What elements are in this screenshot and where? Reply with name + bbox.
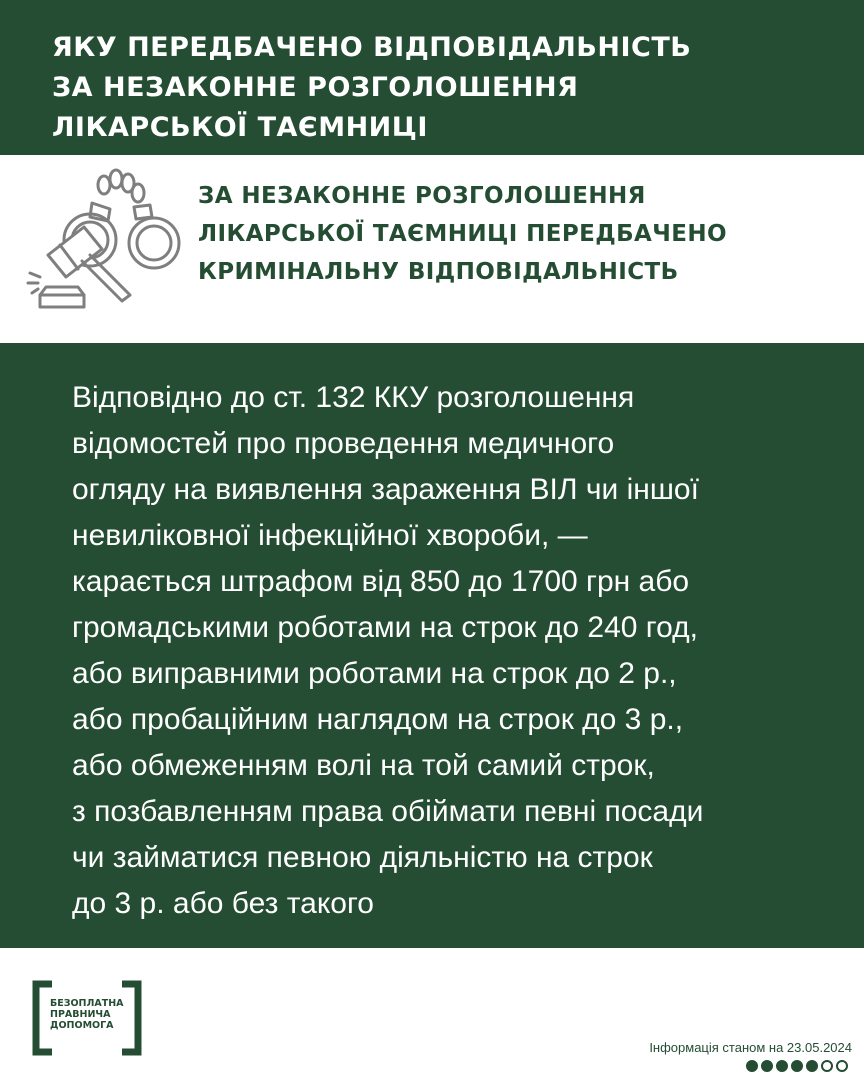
subtitle-line: КРИМІНАЛЬНУ ВІДПОВІДАЛЬНІСТЬ (198, 259, 679, 285)
page-title-line: ЛІКАРСЬКОЇ ТАЄМНИЦІ (52, 112, 428, 143)
main-panel (0, 343, 864, 948)
pagination-dot-filled (746, 1060, 758, 1072)
brand-logo-line: ПРАВНИЧА (50, 1009, 111, 1020)
subtitle-heading (198, 177, 838, 291)
pagination-dots (746, 1060, 848, 1072)
date-note: Інформація станом на 23.05.2024 (649, 1040, 852, 1055)
legal-text (72, 375, 842, 927)
subtitle-line: ЛІКАРСЬКОЇ ТАЄМНИЦІ ПЕРЕДБАЧЕНО (198, 221, 727, 247)
legal-text-line: до 3 р. або без такого (72, 887, 374, 920)
pagination-dot-empty (836, 1060, 848, 1072)
pagination-dot-filled (806, 1060, 818, 1072)
legal-text-line: Відповідно до ст. 132 ККУ розголошення (72, 381, 635, 414)
pagination-dot-filled (776, 1060, 788, 1072)
page-title-line: ЯКУ ПЕРЕДБАЧЕНО ВІДПОВІДАЛЬНІСТЬ (52, 32, 692, 63)
legal-text-line: огляду на виявлення зараження ВІЛ чи іншої (72, 473, 699, 506)
legal-text-line: з позбавленням права обіймати певні посади (72, 795, 704, 828)
legal-text-line: карається штрафом від 850 до 1700 грн або (72, 565, 690, 598)
brand-logo (32, 980, 142, 1056)
footer (0, 948, 864, 1080)
brand-logo-line: БЕЗОПЛАТНА (50, 998, 124, 1009)
pagination-dot-filled (761, 1060, 773, 1072)
legal-text-line: чи займатися певною діяльністю на строк (72, 841, 653, 874)
pagination-dot-filled (791, 1060, 803, 1072)
legal-text-line: громадськими роботами на строк до 240 год, (72, 611, 698, 644)
legal-text-line: або обмеженням волі на той самий строк, (72, 749, 655, 782)
legal-text-line: або виправними роботами на строк до 2 р., (72, 657, 677, 690)
header-banner (0, 0, 864, 155)
legal-text-line: відомостей про проведення медичного (72, 427, 615, 460)
legal-text-line: невиліковної інфекційної хвороби, — (72, 519, 588, 552)
legal-text-line: або пробаційним наглядом на строк до 3 р., (72, 703, 684, 736)
subtitle-line: ЗА НЕЗАКОННЕ РОЗГОЛОШЕННЯ (198, 183, 646, 209)
pagination-dot-empty (821, 1060, 833, 1072)
subtitle-band (0, 155, 864, 343)
brand-logo-text (50, 998, 130, 1031)
page-title (52, 28, 832, 148)
brand-logo-line: ДОПОМОГА (50, 1020, 114, 1031)
handcuffs-gavel-icon (22, 165, 192, 315)
page-title-line: ЗА НЕЗАКОННЕ РОЗГОЛОШЕННЯ (52, 72, 579, 103)
